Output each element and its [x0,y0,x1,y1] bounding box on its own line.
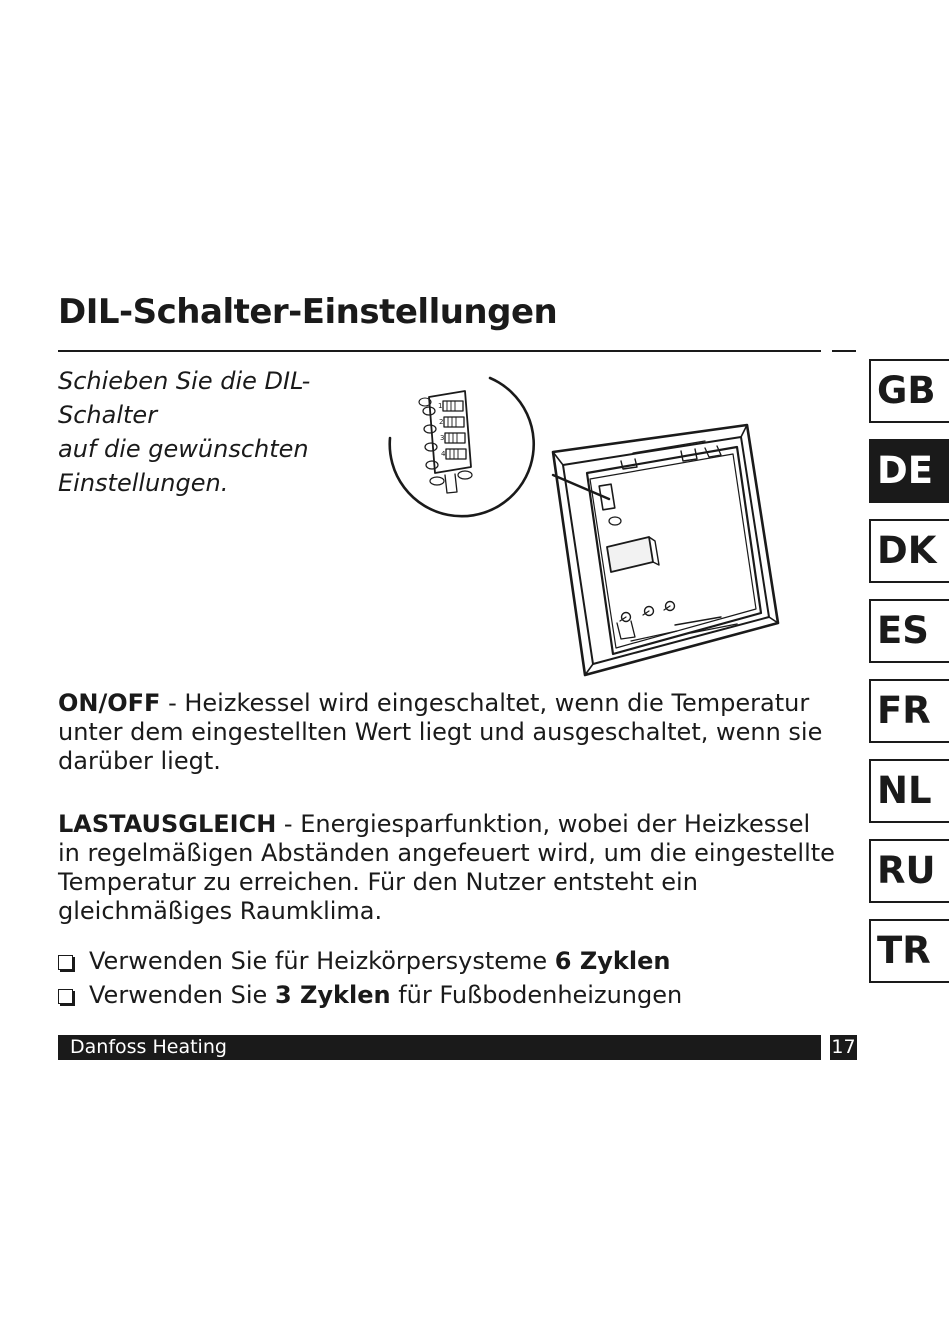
load-balance-term: LASTAUSGLEICH [58,810,277,838]
intro-line: Schieben Sie die DIL-Schalter [58,367,311,429]
page-title: DIL-Schalter-Einstellungen [58,292,558,332]
bullet-text: Verwenden Sie für Heizkörpersysteme [89,947,555,975]
dip-number: 1 [438,402,443,410]
onoff-paragraph [58,689,838,776]
language-tab-nl[interactable]: NL [869,759,949,823]
intro-line: auf die gewünschten [58,435,309,463]
intro-line: Einstellungen. [58,469,229,497]
bullet-text: für Fußbodenheizungen [390,981,683,1009]
language-tab-gb[interactable]: GB [869,359,949,423]
housing [553,425,778,675]
onoff-term: ON/OFF [58,689,161,717]
list-item [58,944,682,978]
thermostat-backplate-illustration [385,375,785,680]
checkbox-bullet-icon [58,955,73,970]
language-tab-de[interactable]: DE [869,439,949,503]
intro-text [58,364,398,500]
dip-number: 3 [440,434,445,442]
bullet-emphasis: 3 Zyklen [274,981,391,1009]
language-tab-tr[interactable]: TR [869,919,949,983]
title-rule-short [832,350,856,352]
dip-number: 2 [439,418,444,426]
language-tab-dk[interactable]: DK [869,519,949,583]
language-tab-es[interactable]: ES [869,599,949,663]
checkbox-bullet-icon [58,989,73,1004]
title-rule [58,350,821,352]
dip-switch-zoom [390,378,534,516]
language-tab-fr[interactable]: FR [869,679,949,743]
load-balance-paragraph [58,810,838,926]
page-number: 17 [831,1036,856,1058]
bullet-text: Verwenden Sie [89,981,275,1009]
language-tab-ru[interactable]: RU [869,839,949,903]
recommendation-list [58,944,682,1012]
footer-brand: Danfoss Heating [58,1035,821,1060]
bullet-emphasis: 6 Zyklen [554,947,671,975]
onoff-description: - Heizkessel wird eingeschaltet, wenn die Temperatur unter dem eingestellten Wert liegt und ausgeschaltet, wenn sie darüber liegt. [58,689,823,775]
dip-number: 4 [441,450,446,458]
load-balance-description: - Energiesparfunktion, wobei der Heizkessel in regelmäßigen Abständen angefeuert wird, um die eingestellte Temperatur zu erreichen. Für den Nutzer entsteht ein gleichmäßiges Raumklima. [58,810,835,925]
list-item [58,978,682,1012]
